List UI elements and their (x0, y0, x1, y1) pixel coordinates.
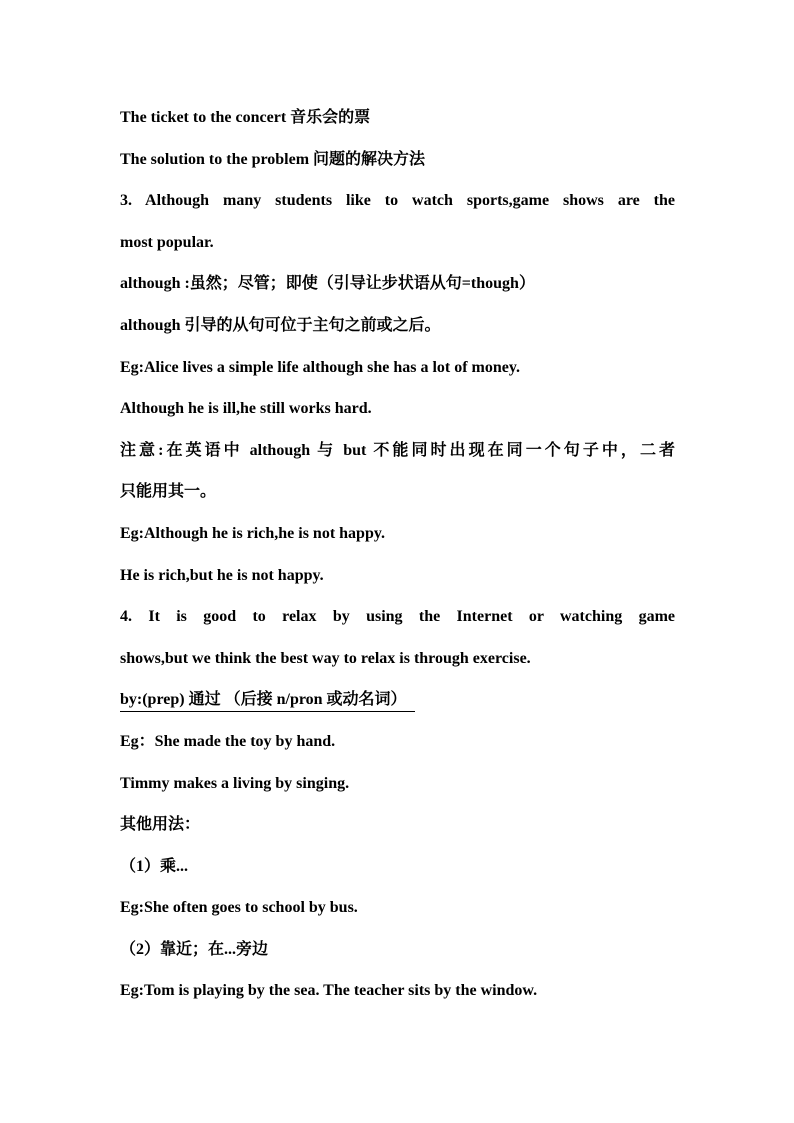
document-body (120, 100, 675, 1015)
example-although-ill: Although he is ill,he still works hard. (120, 400, 372, 418)
example-alice: Eg:Alice lives a simple life although she has a lot of money. (120, 358, 520, 376)
by-definition-line (120, 682, 675, 724)
sentence-3-line-2: most popular. (120, 233, 214, 251)
other-usages-heading: 其他用法： (120, 816, 201, 834)
note-line-2: 只能用其一。 (120, 483, 217, 501)
by-definition: by:(prep) 通过 （后接 n/pron 或动名词） (120, 689, 415, 712)
phrase-ticket-to-concert: The ticket to the concert 音乐会的票 (120, 109, 371, 126)
although-definition: although :虽然；尽管；即使（引导让步状语从句=though） (120, 275, 535, 293)
phrase-solution-to-problem: The solution to the problem 问题的解决方法 (120, 150, 426, 168)
example-but-rich: He is rich,but he is not happy. (120, 566, 324, 584)
example-by-bus: Eg:She often goes to school by bus. (120, 899, 358, 917)
example-timmy-singing: Timmy makes a living by singing. (120, 774, 350, 792)
example-although-rich: Eg:Although he is rich,he is not happy. (120, 524, 385, 542)
example-by-sea-window: Eg:Tom is playing by the sea. The teacher sits by the window. (120, 982, 538, 1000)
sentence-3-line-1: 3. Although many students like to watch sports,game shows are the (120, 192, 675, 210)
although-clause-position: although 引导的从句可位于主句之前或之后。 (120, 316, 441, 334)
example-toy-by-hand: Eg：She made the toy by hand. (120, 732, 336, 750)
sentence-4-line-1: 4. It is good to relax by using the Internet or watching game (120, 608, 675, 626)
note-line-1: 注意:在英语中 although 与 but 不能同时出现在同一个句子中，二者 (120, 441, 675, 459)
usage-1-ride: （1）乘... (120, 857, 189, 875)
usage-2-near: （2）靠近；在...旁边 (120, 940, 269, 958)
sentence-4-line-2: shows,but we think the best way to relax is through exercise. (120, 649, 531, 667)
